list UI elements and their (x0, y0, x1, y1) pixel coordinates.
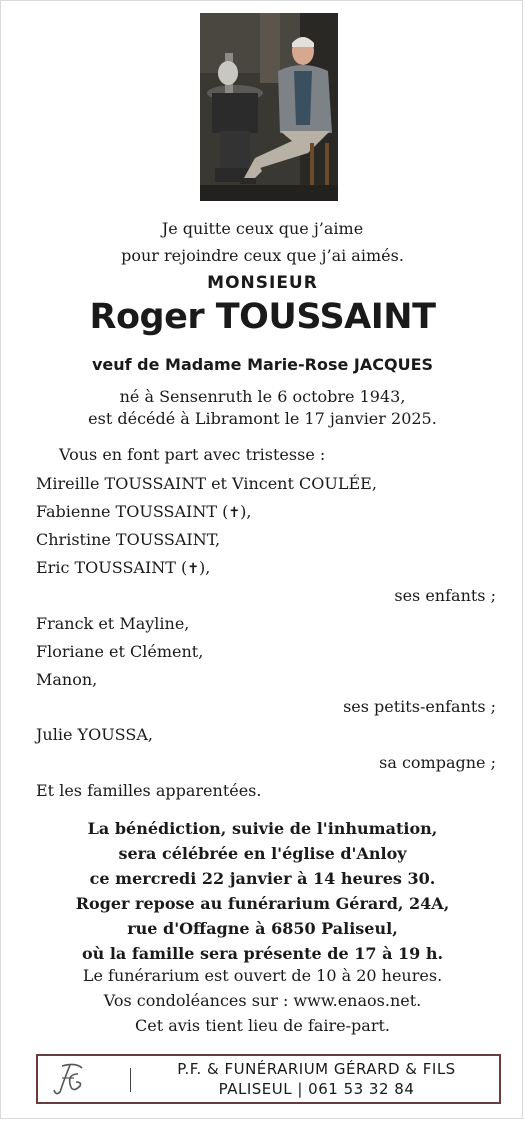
child-name: Eric TOUSSAINT ( (36, 558, 188, 577)
child-line (36, 502, 251, 521)
grandchild-line: Floriane et Clément, (36, 642, 204, 661)
info-line: Cet avis tient lieu de faire-part. (135, 1016, 390, 1035)
grandchildren-role: ses petits-enfants ; (343, 697, 496, 716)
honorific: MONSIEUR (207, 273, 318, 293)
service-line: Roger repose au funérarium Gérard, 24A, (75, 894, 450, 913)
service-line: sera célébrée en l'église d'Anloy (118, 844, 407, 863)
child-line: Mireille TOUSSAINT et Vincent COULÉE, (36, 474, 377, 493)
child-name: Fabienne TOUSSAINT ( (36, 502, 229, 521)
service-line: ce mercredi 22 janvier à 14 heures 30. (89, 869, 436, 888)
children-role: ses enfants ; (394, 586, 496, 605)
info-line: Vos condoléances sur : www.enaos.net. (103, 991, 422, 1010)
poem-line: Je quitte ceux que j’aime (161, 219, 364, 238)
cross-icon: ✝ (228, 505, 241, 521)
widow-of: veuf de Madame Marie-Rose JACQUES (91, 355, 434, 374)
announce-text: Vous en font part avec tristesse : (59, 445, 326, 464)
companion-name: Julie YOUSSA, (36, 725, 153, 744)
funeral-home-contact: PALISEUL | 061 53 32 84 (218, 1080, 415, 1098)
cross-icon: ✝ (187, 561, 200, 577)
death-line: est décédé à Libramont le 17 janvier 2025. (88, 409, 437, 428)
companion-role: sa compagne ; (379, 753, 496, 772)
banner-divider (130, 1068, 131, 1092)
child-suffix: ), (199, 558, 211, 577)
poem (1, 215, 524, 269)
child-line (36, 558, 210, 577)
child-suffix: ), (240, 502, 252, 521)
funeral-home-name: P.F. & FUNÉRARIUM GÉRARD & FILS (177, 1060, 456, 1078)
portrait-illustration (200, 13, 338, 201)
service-details (1, 816, 524, 966)
service-line: rue d'Offagne à 6850 Paliseul, (127, 919, 398, 938)
service-line: où la famille sera présente de 17 à 19 h. (81, 944, 444, 963)
families-line: Et les familles apparentées. (36, 781, 262, 800)
child-line: Christine TOUSSAINT, (36, 530, 221, 549)
funeral-home-banner (36, 1054, 501, 1104)
birth-line: né à Sensenruth le 6 octobre 1943, (119, 387, 406, 406)
service-line: La bénédiction, suivie de l'inhumation, (87, 819, 438, 838)
grandchild-line: Manon, (36, 670, 98, 689)
funeral-home-text (138, 1059, 495, 1099)
info-line: Le funérarium est ouvert de 10 à 20 heures. (82, 966, 443, 985)
birth-death-dates (1, 386, 524, 430)
practical-info (1, 963, 524, 1038)
deceased-name: Roger TOUSSAINT (89, 297, 436, 337)
funeral-home-logo-icon (48, 1060, 90, 1098)
portrait-photo (200, 13, 338, 201)
poem-line: pour rejoindre ceux que j’ai aimés. (121, 246, 404, 265)
grandchild-line: Franck et Mayline, (36, 614, 190, 633)
